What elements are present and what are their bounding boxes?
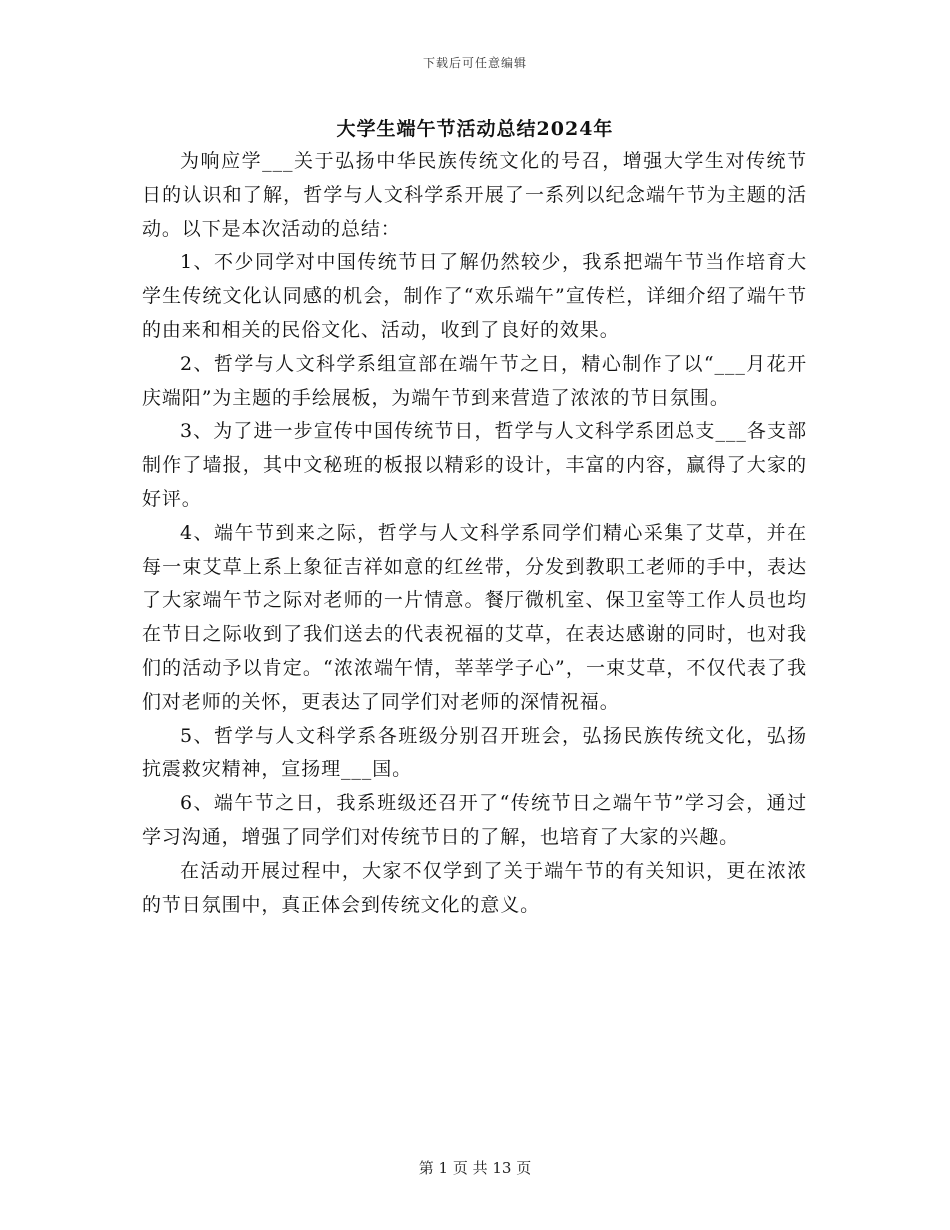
- paragraph-item-1: 1、不少同学对中国传统节日了解仍然较少，我系把端午节当作培育大学生传统文化认同感的机会，制作了“欢乐端午”宣传栏，详细介绍了端午节的由来和相关的民俗文化、活动，收到了良好的效果。: [142, 251, 807, 341]
- paragraph-item-5: 5、哲学与人文科学系各班级分别召开班会，弘扬民族传统文化，弘扬抗震救灾精神，宣扬理___国。: [142, 724, 807, 781]
- page-footer: 第 1 页 共 13 页: [418, 1159, 532, 1177]
- page-header: 下载后可任意编辑: [422, 56, 527, 70]
- document-title: 大学生端午节活动总结2024年: [336, 118, 614, 140]
- paragraph-item-3: 3、为了进一步宣传中国传统节日，哲学与人文科学系团总支___各支部制作了墙报，其中文秘班的板报以精彩的设计，丰富的内容，赢得了大家的好评。: [142, 420, 807, 510]
- paragraph-intro: 为响应学___关于弘扬中华民族传统文化的号召，增强大学生对传统节日的认识和了解，哲学与人文科学系开展了一系列以纪念端午节为主题的活动。以下是本次活动的总结：: [142, 150, 807, 240]
- paragraph-item-4: 4、端午节到来之际，哲学与人文科学系同学们精心采集了艾草，并在每一束艾草上系上象征吉祥如意的红丝带，分发到教职工老师的手中，表达了大家端午节之际对老师的一片情意。餐厅微机室、保卫室等工作人员也均在节日之际收到了我们送去的代表祝福的艾草，在表达感谢的同时，也对我们的活动予以肯定。“浓浓端午情，莘莘学子心”，一束艾草，不仅代表了我们对老师的关怀，更表达了同学们对老师的深情祝福。: [142, 521, 807, 713]
- paragraph-item-2: 2、哲学与人文科学系组宣部在端午节之日，精心制作了以“___月花开庆端阳”为主题的手绘展板，为端午节到来营造了浓浓的节日氛围。: [142, 352, 807, 409]
- paragraph-item-6: 6、端午节之日，我系班级还召开了“传统节日之端午节”学习会，通过学习沟通，增强了同学们对传统节日的了解，也培育了大家的兴趣。: [142, 792, 807, 848]
- document-body: [142, 145, 807, 922]
- paragraph-conclusion: 在活动开展过程中，大家不仅学到了关于端午节的有关知识，更在浓浓的节日氛围中，真正体会到传统文化的意义。: [142, 859, 807, 916]
